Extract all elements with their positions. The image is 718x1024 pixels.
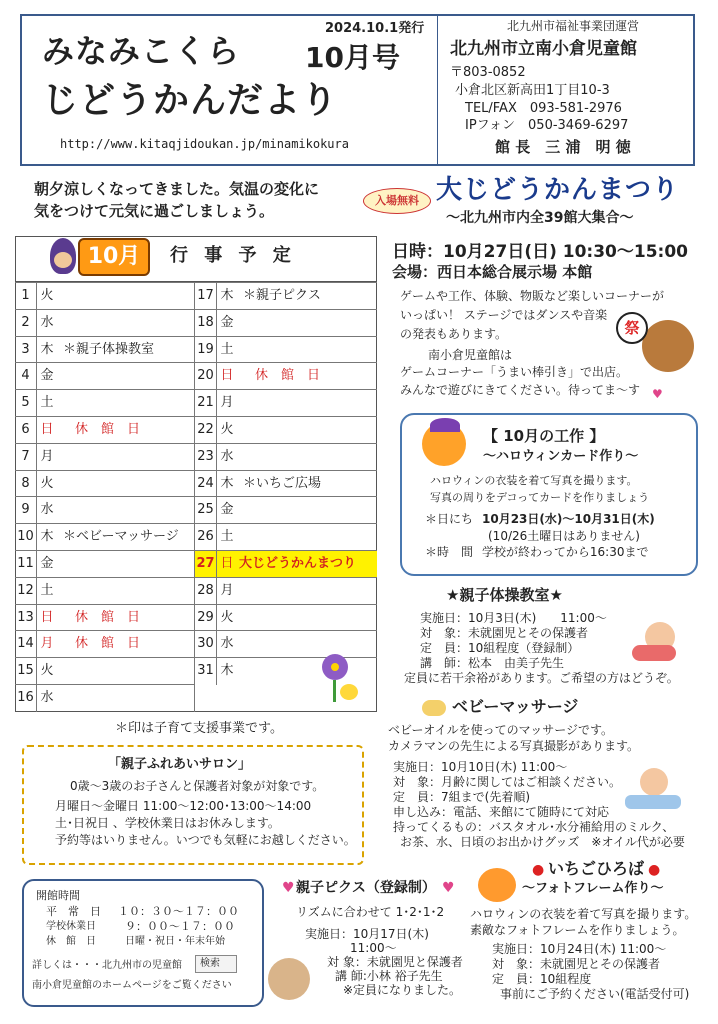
strawberry-right-icon: ● [648,862,661,878]
baby-bring-2: お茶、水、日頃のお出かけグッズ ※オイル代が必要 [400,835,685,849]
schedule-day: 26 [195,524,217,551]
schedule-row [195,496,377,523]
schedule-day: 8 [15,471,37,498]
ichigo-target: 対 象：未就園児とその保護者 [492,957,661,971]
schedule-day: 17 [195,283,217,310]
schedule-day: 27 [195,551,217,578]
hours-regular-label: 平 常 日 [46,905,101,918]
schedule-row [195,604,377,631]
schedule-day: 20 [195,363,217,390]
schedule-weekday: 金 [40,368,54,384]
salon-closed: 土･日祝日 、学校休業日はお休みします。 [55,816,280,830]
schedule-weekday: 火 [40,288,54,303]
schedule-weekday: 水 [220,448,234,464]
dancing-animals-icon [268,958,310,1000]
schedule-weekday: 火 [220,422,234,437]
schedule-event: 休 館 日 [75,422,141,437]
schedule-weekday: 土 [40,395,54,411]
schedule-weekday: 火 [220,609,234,625]
title-line2: じどうかんだより [42,80,339,121]
festival-desc2: いっぱい！ ステージではダンスや音楽 [400,308,608,322]
schedule-weekday: 木 [220,663,234,679]
craft-desc2: 写真の周りをデコってカードを作りましょう [430,491,650,504]
salon-target: 0歳～3歳のお子さんと保護者対象が対象です。 [70,779,325,793]
craft-time-value: 学校が終わってから16:30まで [482,545,649,559]
pikusu-heart-left-icon: ♥ [282,880,295,896]
ichigo-date: 実施日：10月24日(木) 11:00～ [492,942,667,956]
ichigo-title: いちごひろば [548,859,645,878]
festival-subtitle: ～北九州市内全39館大集合～ [446,210,634,226]
baby-towel-icon [625,795,681,809]
ichigo-desc1: ハロウィンの衣装を着て写真を撮ります。 [470,907,697,921]
issue-date: 2024.10.1発行 [325,21,425,36]
schedule-day: 22 [195,417,217,444]
schedule-weekday: 月 [40,636,54,652]
schedule-row [15,470,195,497]
schedule-day: 4 [15,363,37,390]
schedule-weekday: 日 [40,422,54,437]
craft-title: 【 10月の工作 】 [483,427,605,445]
schedule-weekday: 木 [40,341,54,357]
director: 館 長 三 浦 明 徳 [495,138,631,156]
schedule-day: 16 [15,685,37,712]
search-button[interactable]: 検索 [195,955,237,973]
schedule-day: 11 [15,551,37,578]
baby-bring: 持ってくるもの：バスタオル･水分補給用のミルク、 [393,820,675,834]
schedule-row [15,630,195,657]
free-entry-badge: 入場無料 [363,188,431,214]
schedule-title: 行 事 予 定 [170,245,296,266]
schedule-weekday: 木 [220,475,234,491]
witch-face-icon [54,252,72,268]
heart-icon: ♥ [652,387,663,401]
schedule-day: 28 [195,578,217,605]
schedule-row [15,443,195,470]
craft-date-value: 10月23日(水)～10月31日(木) [482,512,655,526]
chick-icon [340,684,358,700]
schedule-right-column [195,282,377,712]
schedule-row [195,309,377,336]
schedule-weekday: 日 [220,368,234,384]
schedule-row [195,443,377,470]
bear-mascot-icon [642,320,694,372]
baby-desc1: ベビーオイルを使ってのマッサージです。 [388,723,614,737]
craft-date-note: (10/26土曜日はありません) [488,529,640,543]
schedule-note: ＊印は子育て支援事業です。 [115,721,283,736]
schedule-weekday: 火 [40,475,54,491]
taiso-title: ★親子体操教室★ [446,586,563,604]
month-badge: 10月 [78,238,150,276]
ichigo-reserve: 事前にご予約ください(電話受付可) [500,987,690,1001]
festival-datetime: 日時：10月27日(日) 10:30～15:00 [392,242,688,262]
salon-hours: 月曜日～金曜日 11:00～12:00･13:00～14:00 [55,799,312,813]
schedule-event: ＊いちご広場 [243,475,322,491]
craft-date-label: ＊日にち [425,512,474,526]
pansy-center-icon [331,663,339,671]
schedule-row [15,604,195,631]
schedule-day: 12 [15,578,37,605]
schedule-event: 休 館 日 [75,609,141,625]
schedule-row [195,550,377,577]
schedule-row [195,657,377,684]
taiso-instructor: 講 師：松本 由美子先生 [420,656,565,670]
baby-desc2: カメラマンの先生による写真撮影があります。 [388,739,640,753]
schedule-day: 24 [195,471,217,498]
schedule-row [195,577,377,604]
baby-title: ベビーマッサージ [452,697,579,716]
issue-month: 10月号 [305,41,400,74]
schedule-weekday: 水 [40,314,54,330]
postal-code: 〒803-0852 [450,65,526,80]
schedule-row [15,416,195,443]
pikusu-date: 実施日：10月17日(木) [305,927,429,941]
schedule-day: 23 [195,444,217,471]
ichigo-capacity: 定 員：10組程度 [492,972,592,986]
schedule-weekday: 土 [220,341,234,357]
schedule-weekday: 月 [40,448,54,464]
hours-regular-value: １０：３０～１７：００ [118,905,239,918]
schedule-event: ＊ベビーマッサージ [63,529,179,545]
schedule-weekday: 金 [220,502,234,518]
title-line1: みなみこくら [42,32,241,70]
ichigo-desc2: 素敵なフォトフレームを作りましょう。 [470,923,685,937]
schedule-row [15,657,195,684]
schedule-row [195,416,377,443]
baby-capacity: 定 員：7組まで(先着順) [393,790,530,804]
schedule-row [195,630,377,657]
schedule-event: 休 館 日 [255,368,321,384]
festival-desc1: ゲームや工作、体験、物販など楽しいコーナーが [400,289,665,303]
schedule-day: 14 [15,631,37,658]
schedule-day: 3 [15,337,37,364]
festival-desc4: 南小倉児童館は [428,348,513,362]
pumpkin-kids-icon [478,868,516,902]
schedule-day: 9 [15,497,37,524]
schedule-day: 18 [195,310,217,337]
schedule-row [15,362,195,389]
pikusu-instructor: 講 師:小林 裕子先生 [335,969,443,983]
schedule-row [195,389,377,416]
schedule-event: 休 館 日 [75,636,141,652]
hours-holiday-label: 学校休業日 [46,921,96,932]
schedule-day: 1 [15,283,37,310]
hours-closed-value: 日曜・祝日・年末年始 [125,936,225,947]
schedule-weekday: 金 [40,556,54,571]
schedule-row [15,282,195,309]
schedule-weekday: 月 [220,395,234,411]
schedule-row [195,523,377,550]
ip-phone: IPフォン 050-3469-6297 [465,118,629,133]
hours-homepage: 南小倉児童館のホームページをご覧ください [32,980,232,991]
schedule-row [15,550,195,577]
schedule-row [15,309,195,336]
schedule-weekday: 土 [40,582,54,598]
ichigo-subtitle: ～フォトフレーム作り～ [522,881,664,896]
festival-desc3: の発表もあります。 [400,327,508,341]
schedule-day: 7 [15,444,37,471]
schedule-row [15,523,195,550]
schedule-day: 19 [195,337,217,364]
baby-target: 対 象：月齢に関してはご相談ください。 [393,775,622,789]
pikusu-note: ※定員になりました。 [343,983,462,997]
schedule-row [195,282,377,309]
festival-fan-icon: 祭 [616,312,648,344]
hours-more-info: 詳しくは・・・北九州市の児童館 [32,960,182,971]
schedule-day: 6 [15,417,37,444]
craft-desc1: ハロウィンの衣装を着て写真を撮ります。 [430,474,638,487]
schedule-weekday: 日 [40,609,54,625]
festival-title: 大じどうかんまつり [436,175,680,205]
greeting-line1: 朝夕涼しくなってきました。気温の変化に [34,180,320,198]
taiso-capacity: 定 員：10組程度（登録制） [420,641,580,655]
website-url[interactable]: http://www.kitaqjidoukan.jp/minamikokura [60,137,349,151]
schedule-day: 10 [15,524,37,551]
schedule-weekday: 水 [40,502,54,518]
taiso-target: 対 象：未就園児とその保護者 [420,626,589,640]
schedule-event: ＊親子体操教室 [63,341,155,357]
address: 小倉北区新高田1丁目10-3 [455,83,610,98]
operator: 北九州市福祉事業団運営 [507,19,640,33]
schedule-event: ＊親子ピクス [243,288,321,303]
schedule-weekday: 土 [220,529,234,545]
schedule-row [15,389,195,416]
halloween-witch-hat-icon [430,418,460,432]
oil-bottle-icon [422,700,446,716]
header-divider [437,14,438,166]
festival-venue: 会場：西日本総合展示場 本館 [392,263,593,281]
flower-stem-icon [333,680,336,702]
schedule-day: 25 [195,497,217,524]
schedule-day: 30 [195,631,217,658]
schedule-day: 15 [15,658,37,685]
exercise-mat-icon [632,645,676,661]
schedule-weekday: 金 [220,314,234,330]
baby-date: 実施日：10月10日(木) 11:00～ [393,760,568,774]
baby-apply: 申し込み：電話、来館にて随時にて対応 [393,805,610,819]
schedule-weekday: 日 [220,556,234,571]
taiso-note: 定員に若干余裕があります。ご希望の方はどうぞ。 [404,671,679,685]
schedule-weekday: 水 [220,636,234,652]
massage-mother-icon [640,768,668,796]
schedule-row [15,336,195,363]
schedule-left-column [15,282,195,712]
schedule-row [195,336,377,363]
schedule-weekday: 木 [40,529,54,545]
hours-closed-label: 休 館 日 [46,936,96,947]
schedule-row [195,362,377,389]
schedule-row [15,496,195,523]
schedule-row [15,577,195,604]
pikusu-time: 11:00～ [350,941,397,955]
festival-desc6: みんなで遊びにきてください。待ってま～す [400,383,641,397]
schedule-weekday: 火 [40,663,54,679]
salon-note: 予約等はいりません。いつでも気軽にお越しください。 [55,833,356,847]
pikusu-desc: リズムに合わせて 1･2･1･2 [296,905,445,919]
pikusu-title: 親子ピクス（登録制） [296,880,436,896]
taiso-date: 実施日：10月3日(木) 11:00～ [420,611,607,625]
festival-desc5: ゲームコーナー「うまい棒引き」で出店。 [400,365,629,379]
salon-title: 「親子ふれあいサロン」 [108,757,252,772]
tel-fax: TEL/FAX 093-581-2976 [465,101,622,116]
schedule-weekday: 水 [40,690,54,705]
schedule-day: 13 [15,605,37,632]
schedule-row [195,470,377,497]
schedule-row [15,684,195,711]
schedule-weekday: 月 [220,582,234,598]
schedule-day: 2 [15,310,37,337]
schedule-event: 大じどうかんまつり [239,556,357,571]
schedule-weekday: 木 [220,288,234,303]
craft-subtitle: ～ハロウィンカード作り～ [483,449,639,464]
strawberry-left-icon: ● [532,862,545,878]
craft-time-label: ＊時 間 [425,545,474,559]
schedule-day: 21 [195,390,217,417]
hours-holiday-value: ９：００～１７：００ [125,920,235,933]
schedule-day: 29 [195,605,217,632]
pikusu-heart-right-icon: ♥ [442,880,455,896]
facility-name: 北九州市立南小倉児童館 [450,39,637,59]
pikusu-target: 対 象：未就園児と保護者 [327,955,463,969]
greeting-line2: 気をつけて元気に過ごしましょう。 [34,202,275,220]
hours-title: 開館時間 [36,889,80,902]
schedule-day: 31 [195,658,217,685]
schedule-day: 5 [15,390,37,417]
